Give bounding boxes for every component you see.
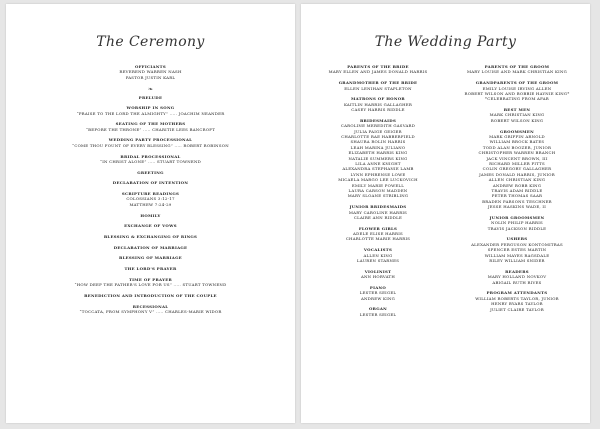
section-violinist	[305, 269, 451, 280]
section-bridesmaids	[305, 118, 451, 199]
section-heading: RECESSIONAL	[132, 303, 169, 309]
section-heading: WEDDING PARTY PROCESSIONAL	[108, 137, 193, 143]
section-line: TRAVIS ADAM RIDDLE	[491, 188, 543, 194]
section-line: “COME THOU FOUNT OF EVERY BLESSING” ..... ROBERT ROBINSON	[72, 142, 229, 148]
section-wedding-party-processional	[16, 137, 285, 148]
section-line: WILLIAM MAYES RAGSDALE	[484, 252, 550, 258]
section-line: ALLEN KING	[363, 252, 393, 258]
section-grandmother-of-the-bride	[305, 80, 451, 91]
section-ushers	[447, 236, 587, 263]
section-line: “IN CHRIST ALONE” ..... STUART TOWNEND	[100, 158, 201, 164]
section-line: ROBERT WILSON KING	[490, 117, 544, 123]
section-homily	[16, 213, 285, 218]
section-recessional	[16, 304, 285, 315]
section-declaration-of-intention	[16, 180, 285, 185]
section-line: LESTER SEIGEL	[359, 311, 397, 317]
ceremony-order-of-service	[16, 64, 285, 320]
section-line: CAROLINE MEREDITH GASVARD	[340, 123, 416, 129]
section-line: MARY LOUISE AND MARK CHRISTIAN KING	[467, 69, 567, 75]
section-line: LEAH MARINA JULIANO	[350, 144, 406, 150]
section-line: HENRY BYARS TAYLOR	[491, 301, 543, 307]
ceremony-page	[6, 4, 295, 423]
section-heading: PARENTS OF THE GROOM	[484, 64, 550, 69]
section-readers	[447, 269, 587, 285]
section-line: CLAIRE ANN RIDDLE	[353, 214, 403, 220]
section-line: NATALIE SUMMERS KING	[348, 155, 408, 161]
section-vocalists	[305, 247, 451, 263]
flourish-ornament-icon: ❧	[147, 85, 154, 93]
section-heading: DECLARATION OF INTENTION	[112, 180, 189, 186]
section-benediction-and-introduction-of-the-couple	[16, 293, 285, 298]
section-heading: VIOLINIST	[364, 268, 392, 274]
section-heading: DECLARATION OF MARRIAGE	[113, 244, 188, 250]
section-heading: JUNIOR BRIDESMAIDS	[349, 204, 407, 210]
section-parents-of-the-bride	[305, 64, 451, 75]
section-line: TRAVIS JACKSON RIDDLE	[487, 225, 547, 231]
section-heading: SCRIPTURE READINGS	[121, 191, 180, 197]
section-line: MARK GRIFFIN ARNOLD	[489, 133, 545, 139]
section-line: PASTOR JUSTIN KARL	[125, 74, 176, 80]
section-heading: GRANDPARENTS OF THE GROOM	[475, 80, 559, 86]
section-exchange-of-vows	[16, 223, 285, 228]
section-line: EMILY MARIE POWELL	[351, 182, 405, 188]
section-line: ROBERT WILSON AND BOBBIE HAYNIE KING*	[464, 90, 570, 96]
section-heading: BLESSING OF MARRIAGE	[118, 255, 182, 261]
section-heading: READERS	[505, 268, 529, 274]
section-line: KAITLIN HARRIS GALLAGHER	[343, 101, 413, 107]
section-scripture-readings	[16, 191, 285, 207]
section-heading: ORGAN	[368, 306, 388, 312]
section-line: ELIZABETH HARRIS KING	[348, 150, 408, 156]
section-heading: GROOMSMEN	[500, 128, 534, 134]
section-heading: THE LORD'S PRAYER	[124, 266, 177, 272]
section-line: ALLEN CHRISTIAN KING	[488, 177, 546, 183]
ceremony-title: The Ceremony	[96, 34, 205, 50]
section-heading: BENEDICTION AND INTRODUCTION OF THE COUPLE	[84, 292, 217, 298]
section-heading: PRELUDE	[138, 94, 163, 100]
section-line: NOLIN PHILIP HARRIS	[491, 220, 543, 226]
section-groomsmen	[447, 129, 587, 210]
section-line: PETER THOMAS SAAR	[491, 193, 543, 199]
section-heading: MATRONS OF HONOR	[351, 96, 405, 102]
section-line: ALEXANDER FERGUSON KONTOMITRAS	[471, 241, 563, 247]
section-line: ELLEN LENIHAN STAPLETON	[344, 85, 412, 91]
section-line: “HOW DEEP THE FATHER'S LOVE FOR US” ..... STUART TOWNEND	[74, 282, 227, 288]
section-declaration-of-marriage	[16, 245, 285, 250]
section-heading: BRIDESMAIDS	[359, 117, 397, 123]
section-heading: PROGRAM ATTENDANTS	[486, 290, 548, 296]
section-junior-bridesmaids	[305, 204, 451, 220]
section-line: ANDREW KING	[360, 295, 396, 301]
bride-side-column	[305, 64, 451, 322]
section-heading: USHERS	[506, 236, 528, 242]
section-greeting	[16, 170, 285, 175]
section-line: TODD ALAN BOOZER, JUNIOR	[482, 144, 552, 150]
section-piano	[305, 285, 451, 301]
section-line: MARY ELLEN AND JAMES DONALD HARRIS	[328, 69, 428, 75]
section-line: JACK VINCENT BROWN, III	[486, 155, 548, 161]
section-heading: BEST MEN	[503, 107, 531, 113]
section-line: RICHARD MILLER FITTS	[489, 160, 545, 166]
section-heading: JUNIOR GROOMSMEN	[489, 214, 545, 220]
section-heading: WORSHIP IN SONG	[126, 105, 175, 111]
section-line: ALEXANDRA STEPHANIE LAMB	[342, 166, 414, 172]
wedding-party-title: The Wedding Party	[374, 34, 517, 50]
section-best-men	[447, 107, 587, 123]
section-junior-groomsmen	[447, 215, 587, 231]
section-bridal-processional	[16, 154, 285, 165]
section-heading: FLOWER GIRLS	[358, 225, 398, 231]
section-program-attendants	[447, 290, 587, 312]
section-heading: BRIDAL PROCESSIONAL	[120, 153, 181, 159]
section-worship-in-song	[16, 105, 285, 116]
section-line: “BEFORE THE THRONE” ..... CHARITIE LEES BANCROFT	[85, 126, 216, 132]
section-line: *CELEBRATING FROM AFAR	[485, 96, 549, 102]
section-heading: PIANO	[369, 284, 387, 290]
section-heading: TIME OF PRAYER	[128, 276, 172, 282]
section-line: MICAELA MARGO LEE LUCKOVICH	[338, 177, 418, 183]
section-line: MARK CHRISTIAN KING	[489, 112, 545, 118]
section-line: LYNN EPHRENSE LOWE	[350, 171, 406, 177]
section-line: SPENCER ESTES MARTIN	[487, 247, 547, 253]
section-heading: PARENTS OF THE BRIDE	[347, 64, 409, 69]
section-line: ADELE ELISE HARRIS	[353, 231, 403, 237]
section-line: JULIA PAIGE GEIGER	[354, 128, 402, 134]
section-line: “PRAISE TO THE LORD THE ALMIGHTY” ..... JOACHIM NEANDER	[76, 110, 225, 116]
section-line: LILA ANNE KNIGHT	[355, 160, 401, 166]
section-line: MARY CAROLINE HARRIS	[348, 209, 408, 215]
section-parents-of-the-groom	[447, 64, 587, 75]
section-time-of-prayer	[16, 277, 285, 288]
section-line: CHRISTOPHER WARREN BRANCH	[478, 150, 556, 156]
section-line: MARY HOLLAND NOVKOV	[487, 274, 547, 280]
section-line: RILEY WILLIAM SNIDER	[489, 258, 545, 264]
section-blessing-of-marriage	[16, 255, 285, 260]
wedding-party-page	[301, 4, 590, 423]
section-heading: SEATING OF THE MOTHERS	[115, 121, 186, 127]
section-heading: VOCALISTS	[363, 247, 393, 253]
section-blessing-exchanging-of-rings	[16, 234, 285, 239]
section-heading: GRANDMOTHER OF THE BRIDE	[338, 80, 418, 86]
section-organ	[305, 306, 451, 317]
section-line: MATTHEW 7:24-29	[129, 201, 172, 207]
section-heading: EXCHANGE OF VOWS	[124, 223, 177, 229]
section-line: WILLIAM ROBERTS TAYLOR, JUNIOR	[475, 295, 559, 301]
section-seating-of-the-mothers	[16, 121, 285, 132]
section-heading: HOMILY	[140, 212, 161, 218]
section-line: EMILY LOUISE IRVING ALLEN	[482, 85, 552, 91]
section-flower-girls	[305, 226, 451, 242]
groom-side-column	[447, 64, 587, 317]
section-the-lord-s-prayer	[16, 266, 285, 271]
section-line: JESSE HASKINS WADE, II	[488, 204, 546, 210]
section-line: “TOCCATA, FROM SYMPHONY V” ..... CHARLES-MARIE WIDOR	[79, 309, 222, 315]
section-matrons-of-honor	[305, 96, 451, 112]
section-line: LAURA CARSON MADDEN	[348, 188, 408, 194]
section-line: LESTER SEIGEL	[359, 290, 397, 296]
section-line: CASEY HARRIS RIDDLE	[351, 107, 405, 113]
section-line: REVEREND WARREN NASH	[119, 69, 182, 75]
section-line: LAUREN STARNES	[356, 257, 400, 263]
section-line: ABIGAIL RUTH RIVES	[492, 279, 542, 285]
section-line: WILLIAM BROCK BATES	[489, 139, 545, 145]
section-line: ANDREW ROBB KING	[492, 182, 542, 188]
section-line: CHARLOTTE RAE HABBERFIELD	[341, 133, 415, 139]
section-heading: OFFICIANTS	[135, 64, 166, 69]
section-line: JULIET CLAIRE TAYLOR	[490, 306, 544, 312]
section-heading: GREETING	[137, 169, 164, 175]
section-officiants	[16, 64, 285, 80]
section-line: COLIN GREGORY GALLAGHER	[482, 166, 552, 172]
section-grandparents-of-the-groom	[447, 80, 587, 102]
section-line: ANN HORVATH	[360, 274, 396, 280]
section-line: SHAURA ROLIN HARRIS	[350, 139, 406, 145]
section-prelude	[16, 95, 285, 100]
section-line: COLOSSIANS 3:12-17	[126, 196, 175, 202]
section-line: CHARLOTTE MARIE HARRIS	[345, 236, 411, 242]
section-heading: BLESSING & EXCHANGING OF RINGS	[103, 233, 198, 239]
section-line: JAMES DONALD HARRIS, JUNIOR	[479, 171, 555, 177]
section-line: BRADEN PARSONS TESCHNER	[482, 198, 552, 204]
section-line: MARY SLOANE STRIBLING	[347, 193, 409, 199]
